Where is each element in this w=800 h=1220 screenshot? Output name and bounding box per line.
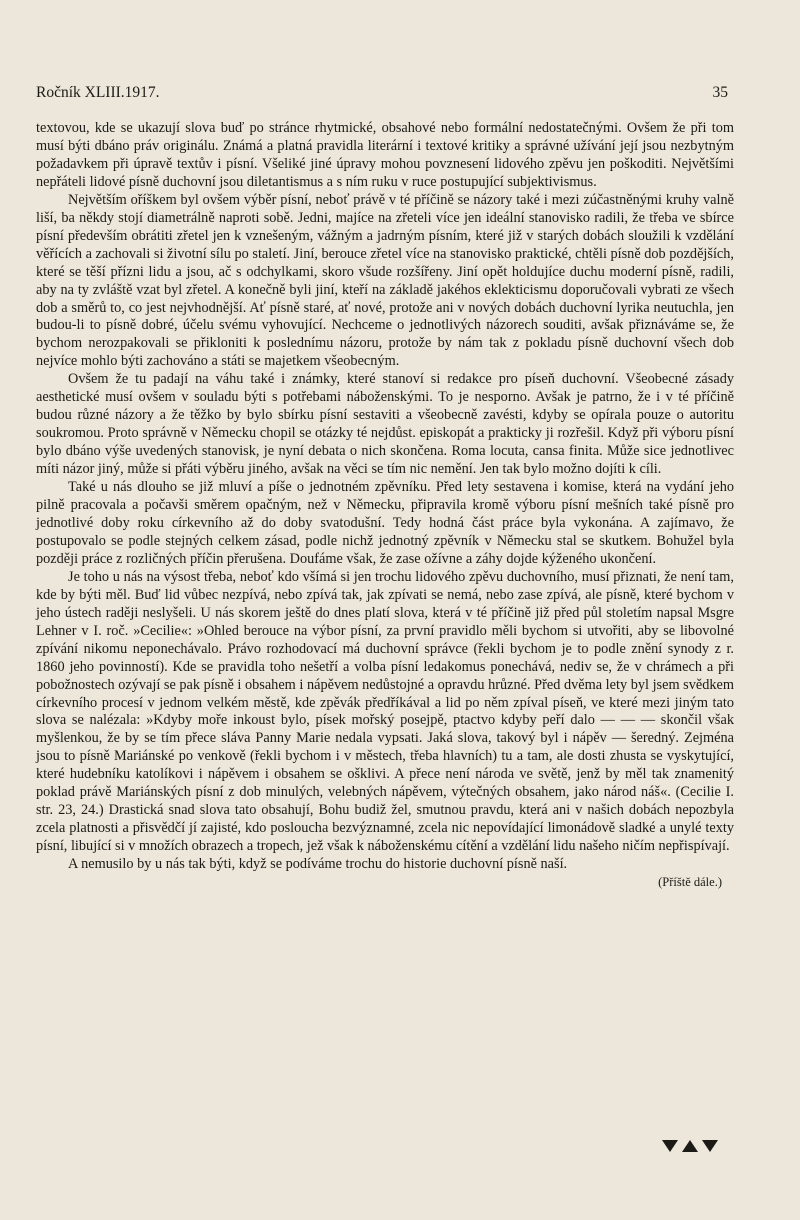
paragraph: Také u nás dlouho se již mluví a píše o jednotném zpěvníku. Před lety sestavena i komise, která na vydání jeho pilně pracovala a počavši směrem opačným, než v Německu, připravila kromě výboru písní mešních také písně pro jednotlivé doby roku církevního až do doby svatodušní. Tedy hodná část práce byla vykonána. A zajímavo, že postupovalo se podle stejných celkem zásad, podle nichž jednotný zpěvník v Německu stal se skutkem. Bohužel byla později práce z rozličných příčin přerušena. Doufáme však, že zase ožívne a záhy dojde kýženého ukončení.: [36, 479, 734, 567]
article-body: [36, 120, 734, 892]
paragraph: A nemusilo by u nás tak býti, když se podíváme trochu do historie duchovní písně naší.: [68, 856, 568, 873]
page-number: 35: [712, 84, 728, 101]
paragraph: Ovšem že tu padají na váhu také i známky, které stanoví si redakce pro píseň duchovní. Všeobecné zásady aesthetické musí ovšem v souladu býti s potřebami náboženskými. To je nesporno. Avšak je patrno, že i v té příčině budou různé názory a že těžko by bylo sbírku písní sestaviti a všeobecně zavésti, kdyby se opírala pouze o autoritu soukromou. Proto správně v Německu chopil se otázky té nejdůst. episkopát a prakticky ji rozřešil. Když při výboru písní bylo dbáno výše uvedených stanovisk, je nyní debata o nich skončena. Roma locuta, cansa finita. Může sice jednotlivec míti názor jiný, může si přáti výběru jiného, avšak na věci se tím nic nemění. Jen tak bylo možno dojíti k cíli.: [36, 371, 734, 478]
paragraph: Je toho u nás na výsost třeba, neboť kdo všímá si jen trochu lidového zpěvu duchovního, musí přiznati, že není tam, kde by býti měl. Buď lid vůbec nezpívá, nebo zpívá tak, jak zpívati se nemá, nebo zase zpívá, ale písně, které bychom v jeho ústech raději neslyšeli. U nás skorem ještě do dnes platí slova, která v té příčině již před půl stoletím napsal Msgre Lehner v I. roč. »Cecilie«: »Ohled berouce na výbor písní, za první pravidlo měli bychom si utvořiti, aby se libovolné zpívání nikomu neponechávalo. Právo rozhodovací má duchovní správce (řekli bychom je to podle znění synody z r. 1860 jeho povinností). Kde se pravidla toho nešetří a volba písní ledakomus ponechává, nediv se, že v chrámech a při pobožnostech ozývají se pak písně i obsahem i nápěvem nedůstojné a opravdu hrůzné. Před dvěma lety byl jsem svědkem církevního procesí v jednom velkém městě, kde zpěvák předříkával a lid po něm zpíval píseň, ve které mezi jiným tato slova se nalézala: »Kdyby moře inkoust bylo, písek mořský posejpě, ptactvo kdyby peří dalo — — — skončil však myšlenkou, že by se tím přece sláva Panny Marie nedala vypsati. Jaká slova, takový byl i nápěv — šeredný. Zejména jsou to písně Mariánské po venkově (řekli bychom i v městech, třeba hlavních) tu a tam, ale dosti zhusta se vyskytující, které hudebníku katolíkovi i nápěvem i obsahem se ošklivi. A přece není národa ve světě, jenž by měl tak znamenitý poklad právě Mariánských písní z dob minulých, velebných nápěvem, výtečných obsahem, jako národ náš«. (Cecilie I. str. 23, 24.) Drastická snad slova tato obsahují, Bohu budiž žel, smutnou pravdu, která ani v našich dobách nepozbyla zcela platnosti a přisvědčí jí zajisté, kdo posloucha bezvýznamné, zcela nic nepovídající limonádově sladké a unylé texty písní, libující si v množích obrazech a tropech, jež však k náboženskému cítění a vzdělání lidu našeho ničím nepřispívají.: [36, 568, 734, 855]
paragraph: Největším oříškem byl ovšem výběr písní, neboť právě v té příčině se názory také i mezi zúčastněnými kruhy valně liší, ba někdy stojí diametrálně naproti sobě. Jedni, majíce na zřeteli více jen ideální stanovisko radili, že třeba ve sbírce písní především obrátiti zřetel jen k vznešeným, vážným a jadrným písním, které již v starých dobách sloužili k vzdělání věřících a zachovali si životní sílu po staletí. Jiní, berouce zřetel více na stanovisko praktické, chtěli písně dob pozdějších, které se těší přízni lidu a jsou, ač s odchylkami, skoro všude rozšířeny. Jiní opět holdujíce duchu moderní písně, radili, aby na ty zvláště vzat byl zřetel. A konečně byli jiní, kteří na základě jakéhos eklekticismu doporučovali vybrati ze všech dob a směrů to, co jest nejvhodnější. Ať písně staré, ať nové, protože ani v nových dobách duchovní lyrika neutuchla, jen budou-li to písně dobré, účelu svému vyhovující. Nechceme o jednotlivých názorech souditi, avšak přiznáváme se, že bychom nerozpakovali se přikloniti k poslednímu názoru, protože by nám tak z pokladu písně duchovní všech dob nejvíce mohlo býti zachováno a státi se majetkem všeobecným.: [36, 191, 734, 370]
volume-year: Ročník XLIII.1917.: [36, 84, 160, 101]
vignette-ornament-icon: [660, 1136, 720, 1158]
running-header: [36, 84, 728, 106]
continued-note: (Příště dále.): [658, 875, 722, 890]
continuation-row: [36, 874, 734, 892]
paragraph: textovou, kde se ukazují slova buď po stránce rhytmické, obsahové nebo formální nedostatečnými. Ovšem že při tom musí býti dbáno práv originálu. Známá a platná pravidla literární i textové kritiky a správné užívání její jsou nezbytným požadavkem při úpravě textův i písní. Všeliké jiné úpravy mohou povznesení lidového zpěvu jen poškoditi. Největšími nepřáteli lidové písně duchovní jsou diletantismus a s ním ruku v ruce postupující subjektivismus.: [36, 120, 734, 190]
